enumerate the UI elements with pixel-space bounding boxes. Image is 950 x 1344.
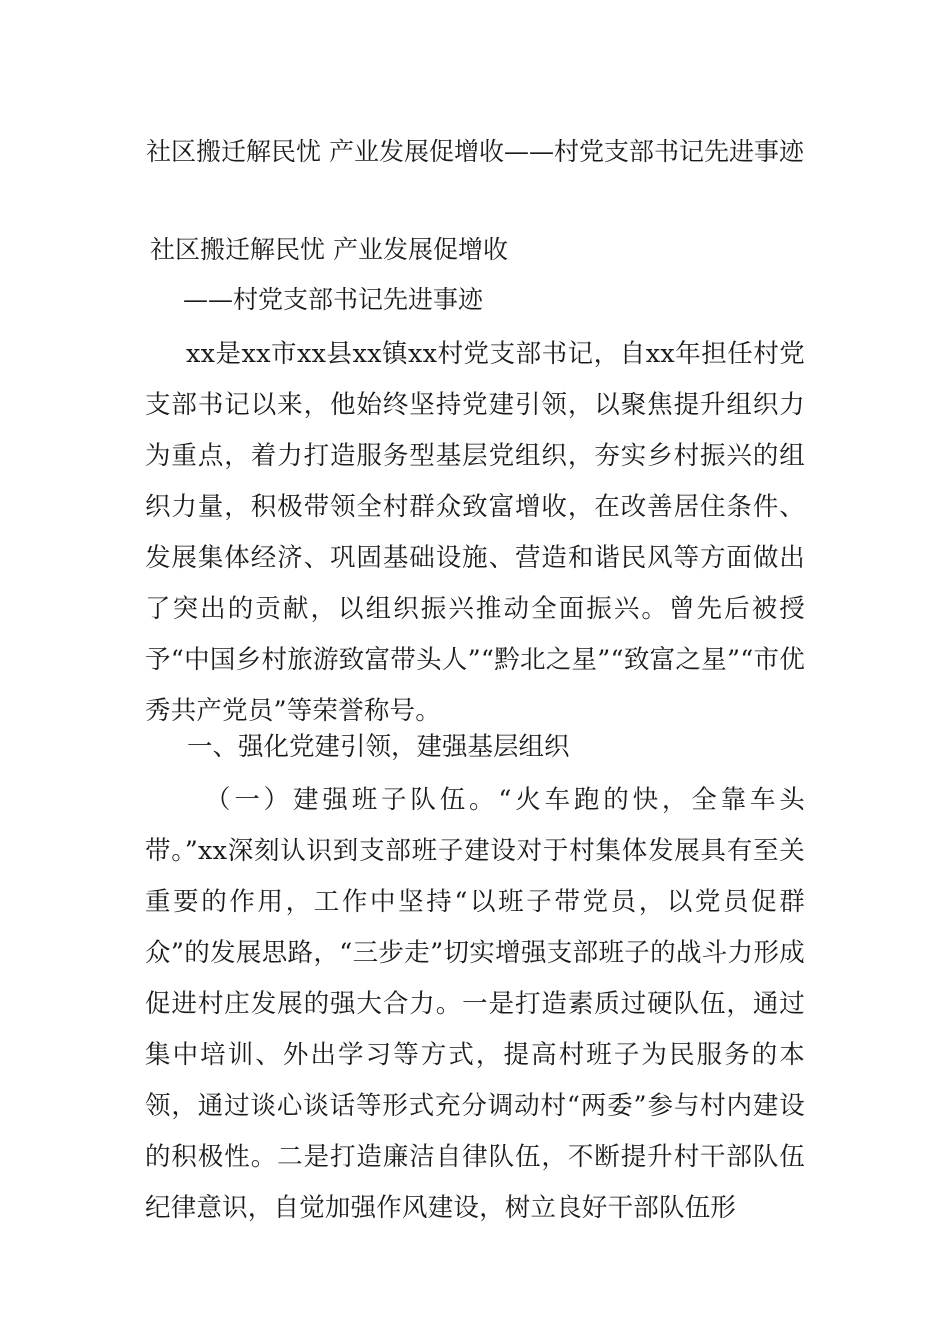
subtitle-line-2: ——村党支部书记先进事迹: [183, 285, 484, 314]
intro-paragraph: xx是xx市xx县xx镇xx村党支部书记，自xx年担任村党支部书记以来，他始终坚持党建引领，以聚焦提升组织力为重点，着力打造服务型基层党组织，夯实乡村振兴的组织力量，积极带领全村群众致富增收，在改善居住条件、发展集体经济、巩固基础设施、营造和谐民风等方面做出了突出的贡献，以组织振兴推动全面振兴。曾先后被授予“中国乡村旅游致富带头人”“黔北之星”“致富之星”“市优秀共产党员”等荣誉称号。: [145, 339, 805, 726]
subtitle-line-1: 社区搬迁解民忧 产业发展促增收: [150, 235, 508, 264]
section-heading: 一、强化党建引领，建强基层组织: [187, 732, 570, 762]
body-paragraph: （一）建强班子队伍。“火车跑的快，全靠车头带。”xx深刻认识到支部班子建设对于村集体发展具有至关重要的作用，工作中坚持“以班子带党员，以党员促群众”的发展思路，“三步走”切实增强支部班子的战斗力形成促进村庄发展的强大合力。一是打造素质过硬队伍，通过集中培训、外出学习等方式，提高村班子为民服务的本领，通过谈心谈话等形式充分调动村“两委”参与村内建设的积极性。二是打造廉洁自律队伍，不断提升村干部队伍纪律意识，自觉加强作风建设，树立良好干部队伍形: [145, 785, 805, 1223]
document-title: 社区搬迁解民忧 产业发展促增收——村党支部书记先进事迹: [146, 137, 804, 166]
